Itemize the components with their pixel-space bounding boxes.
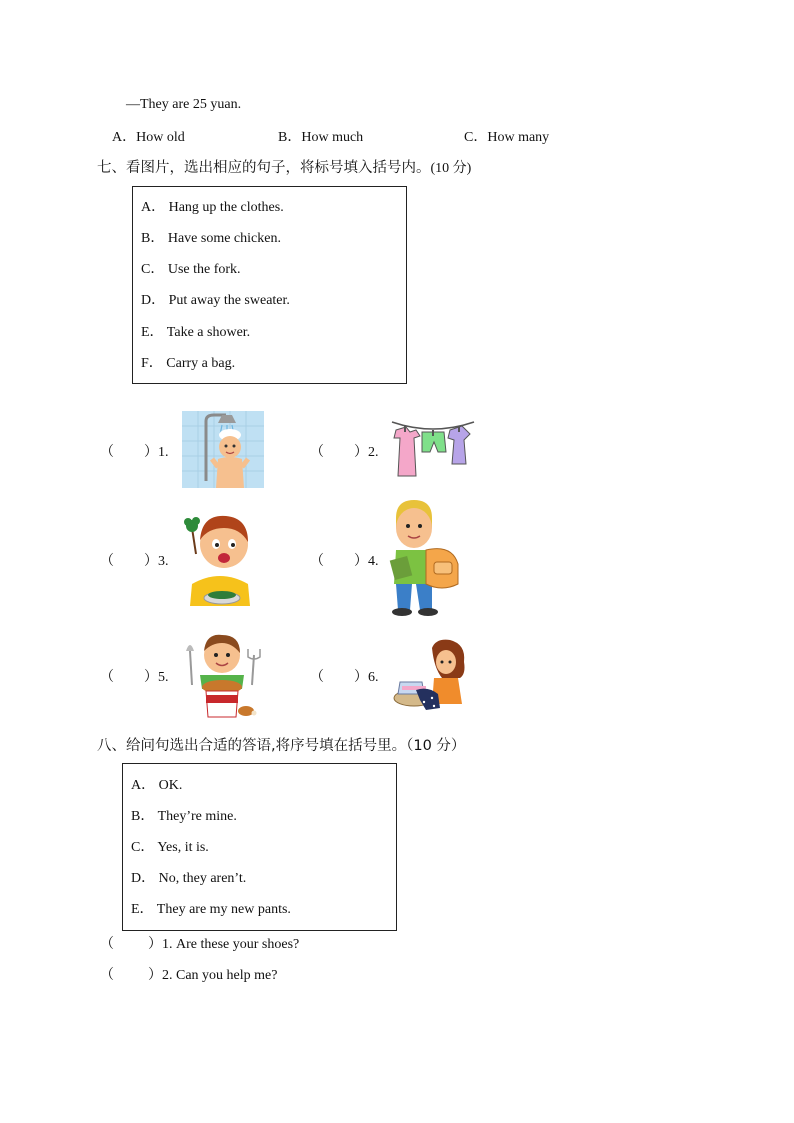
- boy-chicken-picture: [182, 629, 262, 720]
- s7-choice-f: F． Carry a bag.: [141, 356, 236, 371]
- answer-bracket-6[interactable]: （ ）6.: [310, 670, 379, 685]
- section7-score: (10 分): [430, 161, 472, 176]
- s8-choice-b: B． They’re mine.: [131, 809, 237, 824]
- s7-choice-b: B． Have some chicken.: [141, 231, 281, 246]
- section8-title: 八、给问句选出合适的答语,将序号填在括号里。: [97, 738, 407, 754]
- s8-choice-e: E． They are my new pants.: [131, 902, 291, 917]
- section7-heading: [97, 156, 471, 177]
- answer-bracket-1[interactable]: （ ）1.: [100, 445, 169, 460]
- shower-picture: [182, 411, 264, 488]
- question-2[interactable]: （ ）2. Can you help me?: [100, 968, 278, 983]
- answer-bracket-2[interactable]: （ ）2.: [310, 445, 379, 460]
- s8-choice-c: C． Yes, it is.: [131, 840, 209, 855]
- s7-choice-d: D． Put away the sweater.: [141, 293, 290, 308]
- clothesline-picture: [390, 418, 476, 480]
- s8-choice-d: D． No, they aren’t.: [131, 871, 247, 886]
- boy-eating-picture: [184, 508, 256, 606]
- answer-bracket-3[interactable]: （ ）3.: [100, 554, 169, 569]
- answer-bracket-4[interactable]: （ ）4.: [310, 554, 379, 569]
- section8-heading: [97, 734, 465, 755]
- section8-choice-box: [122, 763, 397, 931]
- girl-folding-picture: [390, 638, 472, 712]
- section7-choice-box: [132, 186, 407, 384]
- question-1[interactable]: （ ）1. Are these your shoes?: [100, 937, 300, 952]
- s8-choice-a: A． OK.: [131, 778, 183, 793]
- option-c: C．How many: [464, 130, 550, 145]
- s7-choice-c: C． Use the fork.: [141, 262, 241, 277]
- option-b: B．How much: [278, 130, 364, 145]
- section8-score: （10 分）: [406, 738, 466, 754]
- answer-bracket-5[interactable]: （ ）5.: [100, 670, 169, 685]
- s7-choice-e: E． Take a shower.: [141, 325, 251, 340]
- section7-title: 七、看图片，选出相应的句子，将标号填入括号内。: [97, 160, 431, 176]
- answer-line: —They are 25 yuan.: [126, 97, 242, 112]
- boy-backpack-picture: [386, 498, 462, 618]
- s7-choice-a: A． Hang up the clothes.: [141, 200, 284, 215]
- option-a: A．How old: [112, 130, 185, 145]
